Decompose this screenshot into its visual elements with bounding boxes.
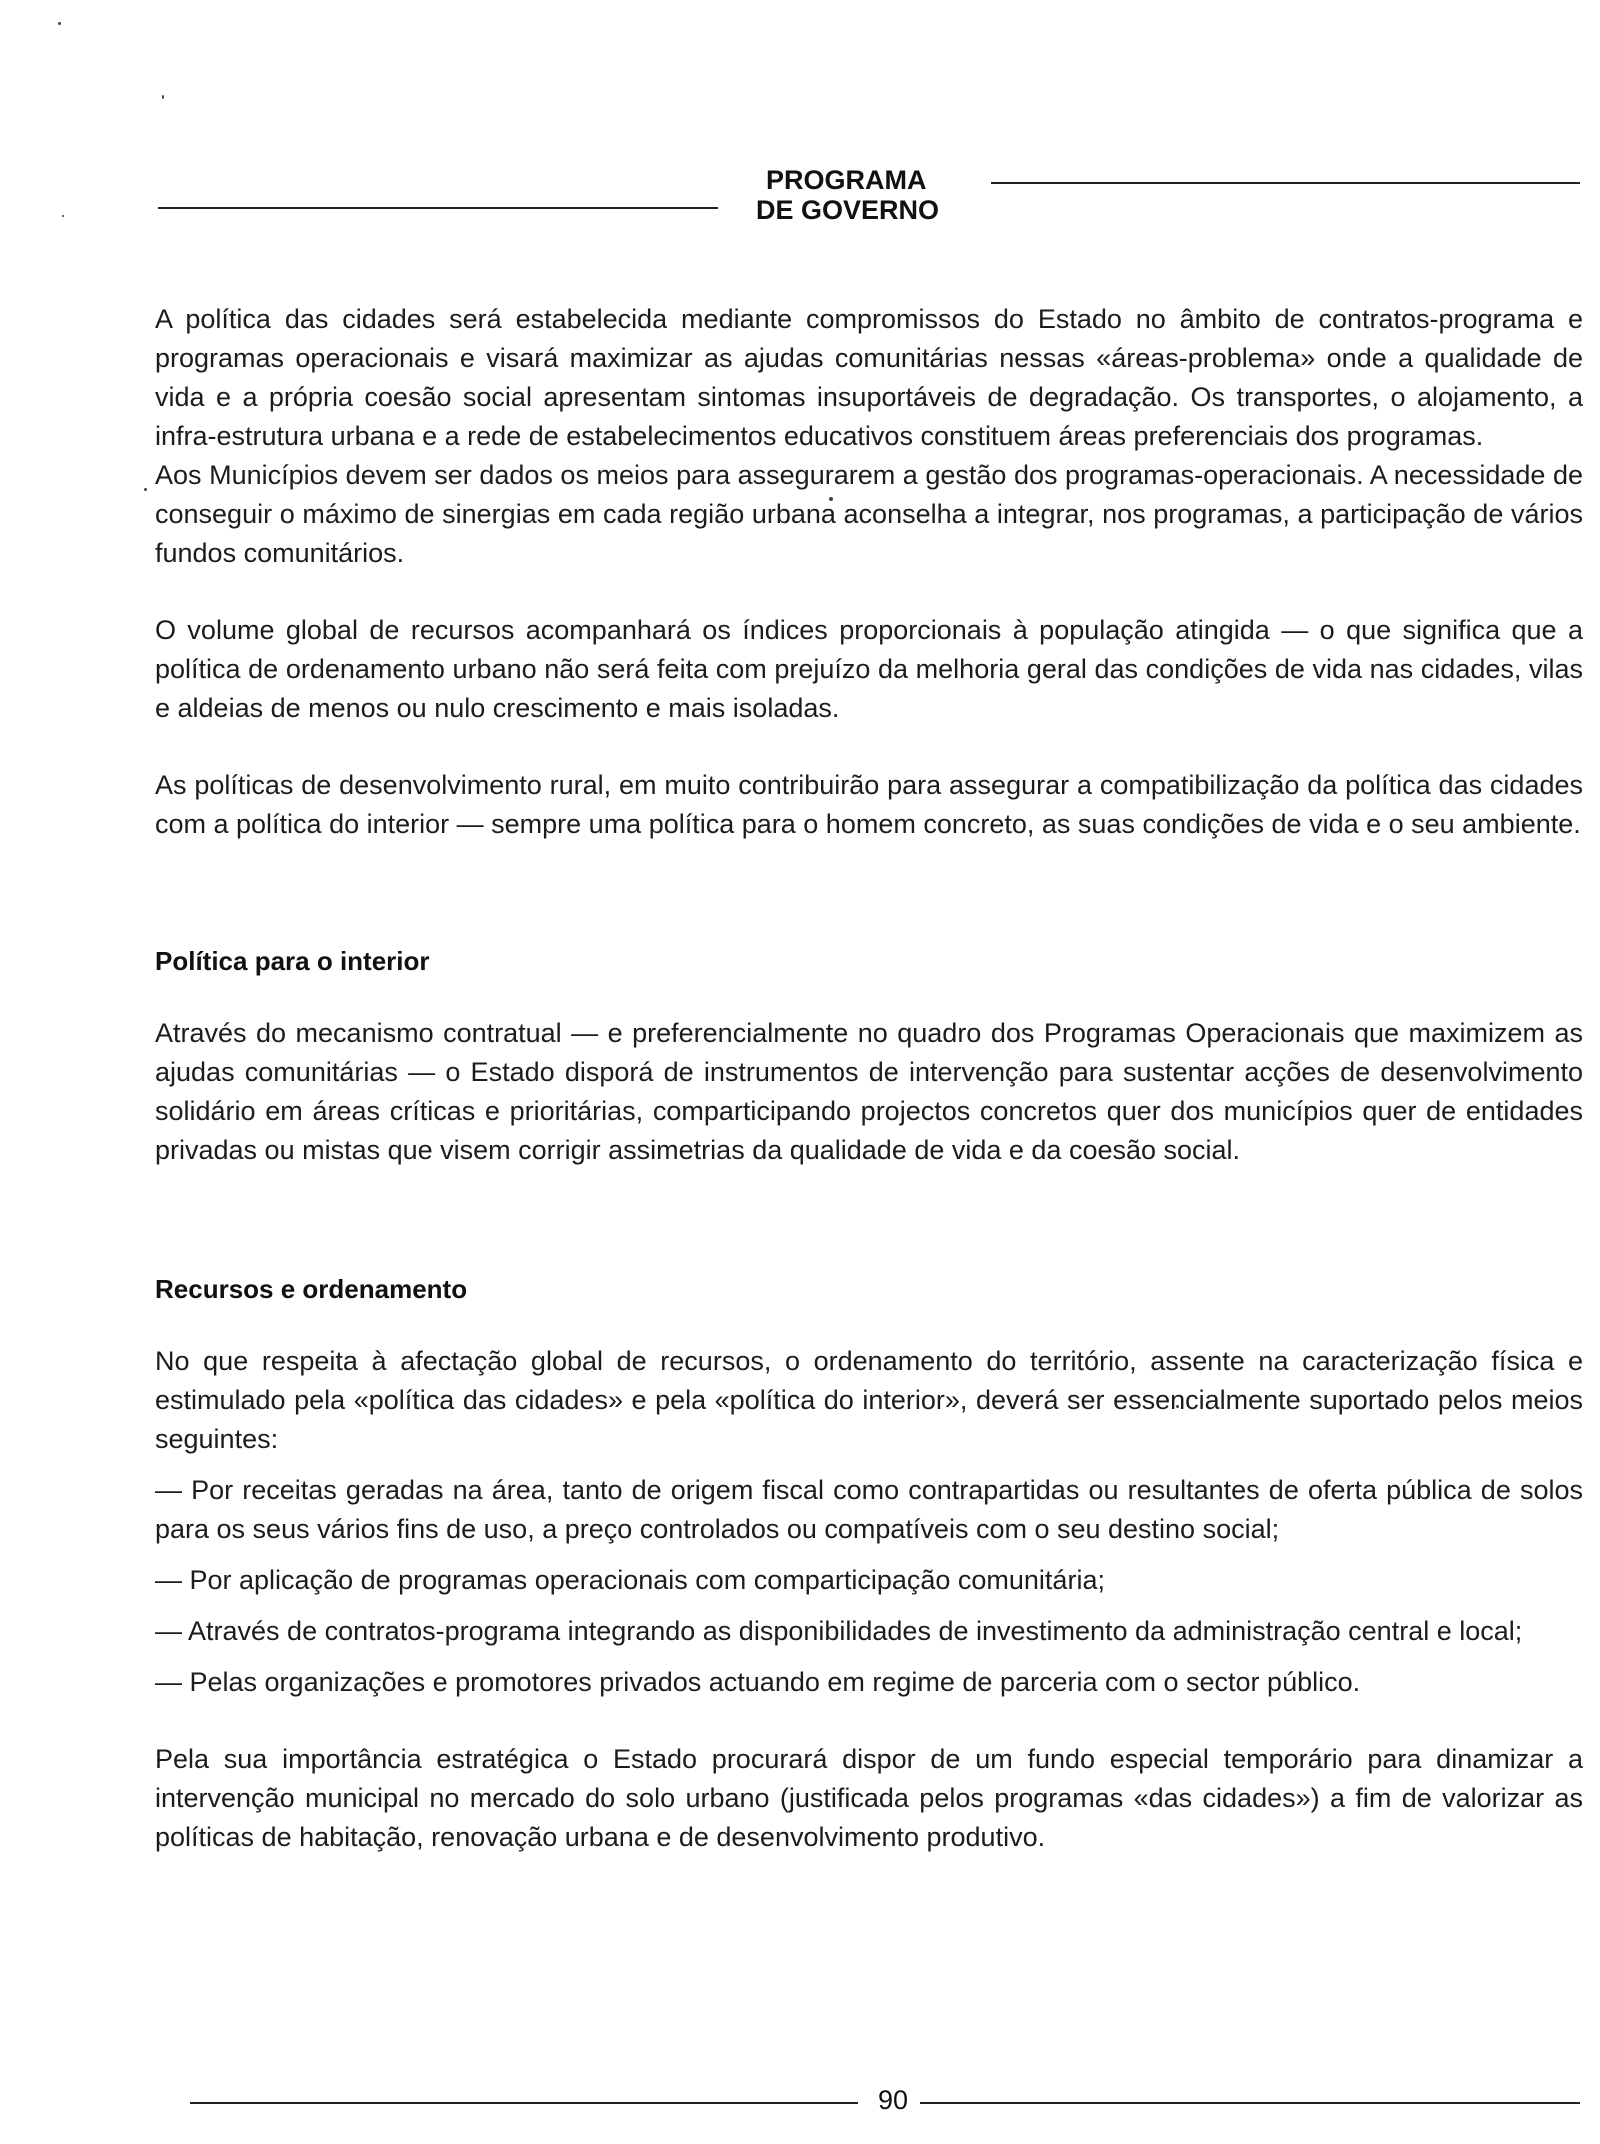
list-item: — Através de contratos-programa integrando as disponibilidades de investimento da administração central e local; (155, 1616, 1523, 1646)
footer-rule-right (920, 2102, 1580, 2104)
scan-speck (58, 22, 61, 25)
intro-paragraph-3: O volume global de recursos acompanhará os índices proporcionais à população atingida — o que significa que a política de ordenamento urbano não será feita com prejuízo da melhoria geral das condições de vida nas cidades, vilas e aldeias de menos ou nulo crescimento e mais isoladas. (155, 615, 1583, 723)
section-heading-recursos: Recursos e ordenamento (155, 1274, 468, 1304)
recursos-paragraph-2: Pela sua importância estratégica o Estado procurará dispor de um fundo especial temporário para dinamizar a intervenção municipal no mercado do solo urbano (justificada pelos programas «das cidades») a fim de valorizar as políticas de habitação, renovação urbana e de desenvolvimento produtivo. (155, 1744, 1583, 1852)
list-item: — Pelas organizações e promotores privados actuando em regime de parceria com o sector público. (155, 1667, 1361, 1697)
header-rule-right (991, 182, 1580, 184)
intro-paragraph-1: A política das cidades será estabelecida mediante compromissos do Estado no âmbito de contratos-programa e programas operacionais e visará maximizar as ajudas comunitárias nessas «áreas-problema» onde a qualidade de vida e a própria coesão social apresentam sintomas insuportáveis de degradação. Os transportes, o alojamento, a infra-estrutura urbana e a rede de estabelecimentos educativos constituem áreas preferenciais dos programas. (155, 304, 1583, 451)
scan-speck (144, 488, 147, 491)
page-header (158, 165, 1580, 235)
header-rule-left (158, 207, 718, 209)
interior-paragraph-1: Através do mecanismo contratual — e preferencialmente no quadro dos Programas Operacionais que maximizem as ajudas comunitárias — o Estado disporá de instrumentos de intervenção para sustentar acções de desenvolvimento solidário em áreas críticas e prioritárias, comparticipando projectos concretos quer dos municípios quer de entidades privadas ou mistas que visem corrigir assimetrias da qualidade de vida e da coesão social. (155, 1018, 1583, 1165)
footer-rule-left (190, 2102, 858, 2104)
intro-paragraph-4: As políticas de desenvolvimento rural, em muito contribuirão para assegurar a compatibilização da política das cidades com a política do interior — sempre uma política para o homem concreto, as suas condições de vida e o seu ambiente. (155, 770, 1583, 839)
header-title-line2: DE GOVERNO (756, 195, 940, 225)
header-title-line1: PROGRAMA (766, 165, 927, 195)
page-footer (190, 2080, 1580, 2120)
section-heading-interior: Política para o interior (155, 946, 430, 976)
list-item: — Por receitas geradas na área, tanto de origem fiscal como contrapartidas ou resultantes de oferta pública de solos para os seus vários fins de uso, a preço controlados ou compatíveis com o seu destino social; (155, 1475, 1583, 1544)
intro-paragraph-2: Aos Municípios devem ser dados os meios para assegurarem a gestão dos programas-operacionais. A necessidade de conseguir o máximo de sinergias em cada região urbana aconselha a integrar, nos programas, a participação de vários fundos comunitários. (155, 460, 1583, 568)
scan-speck (62, 215, 64, 217)
recursos-paragraph-1: No que respeita à afectação global de recursos, o ordenamento do território, assente na caracterização física e estimulado pela «política das cidades» e pela «política do interior», deverá ser essencialmente suportado pelos meios seguintes: (155, 1346, 1583, 1454)
scan-speck (162, 95, 164, 99)
list-item: — Por aplicação de programas operacionais com comparticipação comunitária; (155, 1565, 1105, 1595)
page-number: 90 (877, 2085, 909, 2115)
header-title (756, 165, 986, 225)
page-content (155, 300, 1583, 1857)
